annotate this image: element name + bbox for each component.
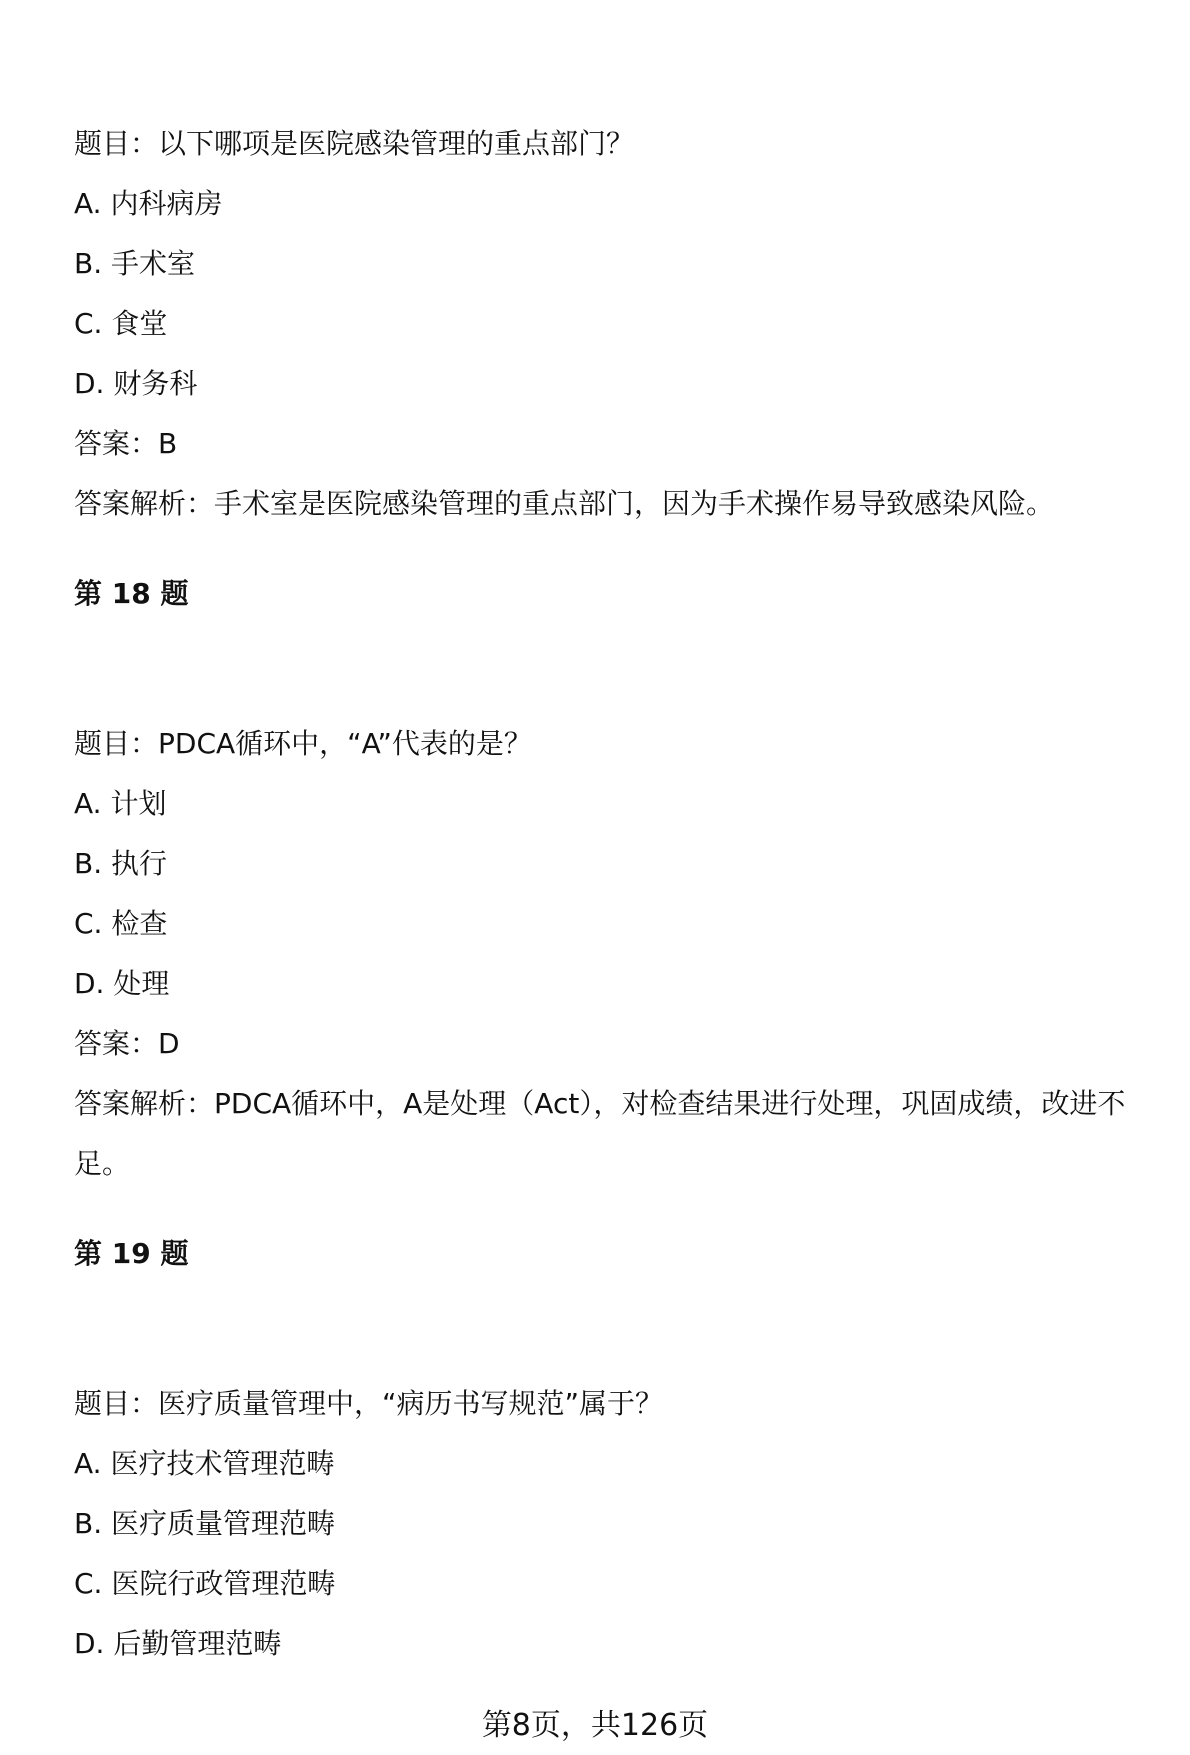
option-b: B. 医疗质量管理范畴 — [74, 1507, 336, 1540]
option-d: D. 财务科 — [74, 367, 198, 400]
question-heading: 第 18 题 — [74, 577, 189, 610]
option-d: D. 后勤管理范畴 — [74, 1627, 282, 1660]
answer: 答案：D — [74, 1027, 180, 1060]
question-heading: 第 19 题 — [74, 1237, 189, 1270]
option-c: C. 医院行政管理范畴 — [74, 1567, 336, 1600]
option-a: A. 医疗技术管理范畴 — [74, 1447, 335, 1480]
page-number: 第8页，共126页 — [481, 1708, 709, 1743]
answer-explanation: 答案解析：手术室是医院感染管理的重点部门，因为手术操作易导致感染风险。 — [74, 487, 1055, 520]
answer-explanation: 答案解析：PDCA循环中，A是处理（Act），对检查结果进行处理，巩固成绩，改进不足。 — [74, 1087, 1126, 1180]
option-b: B. 手术室 — [74, 247, 196, 280]
option-c: C. 食堂 — [74, 307, 168, 340]
question-text: 题目：PDCA循环中，“A”代表的是？ — [74, 727, 532, 760]
option-c: C. 检查 — [74, 907, 168, 940]
question-text: 题目：以下哪项是医院感染管理的重点部门？ — [74, 127, 635, 160]
option-b: B. 执行 — [74, 847, 168, 880]
option-a: A. 计划 — [74, 787, 167, 820]
answer: 答案：B — [74, 427, 178, 460]
question-text: 题目：医疗质量管理中，“病历书写规范”属于？ — [74, 1387, 664, 1420]
option-a: A. 内科病房 — [74, 187, 223, 220]
option-d: D. 处理 — [74, 967, 170, 1000]
